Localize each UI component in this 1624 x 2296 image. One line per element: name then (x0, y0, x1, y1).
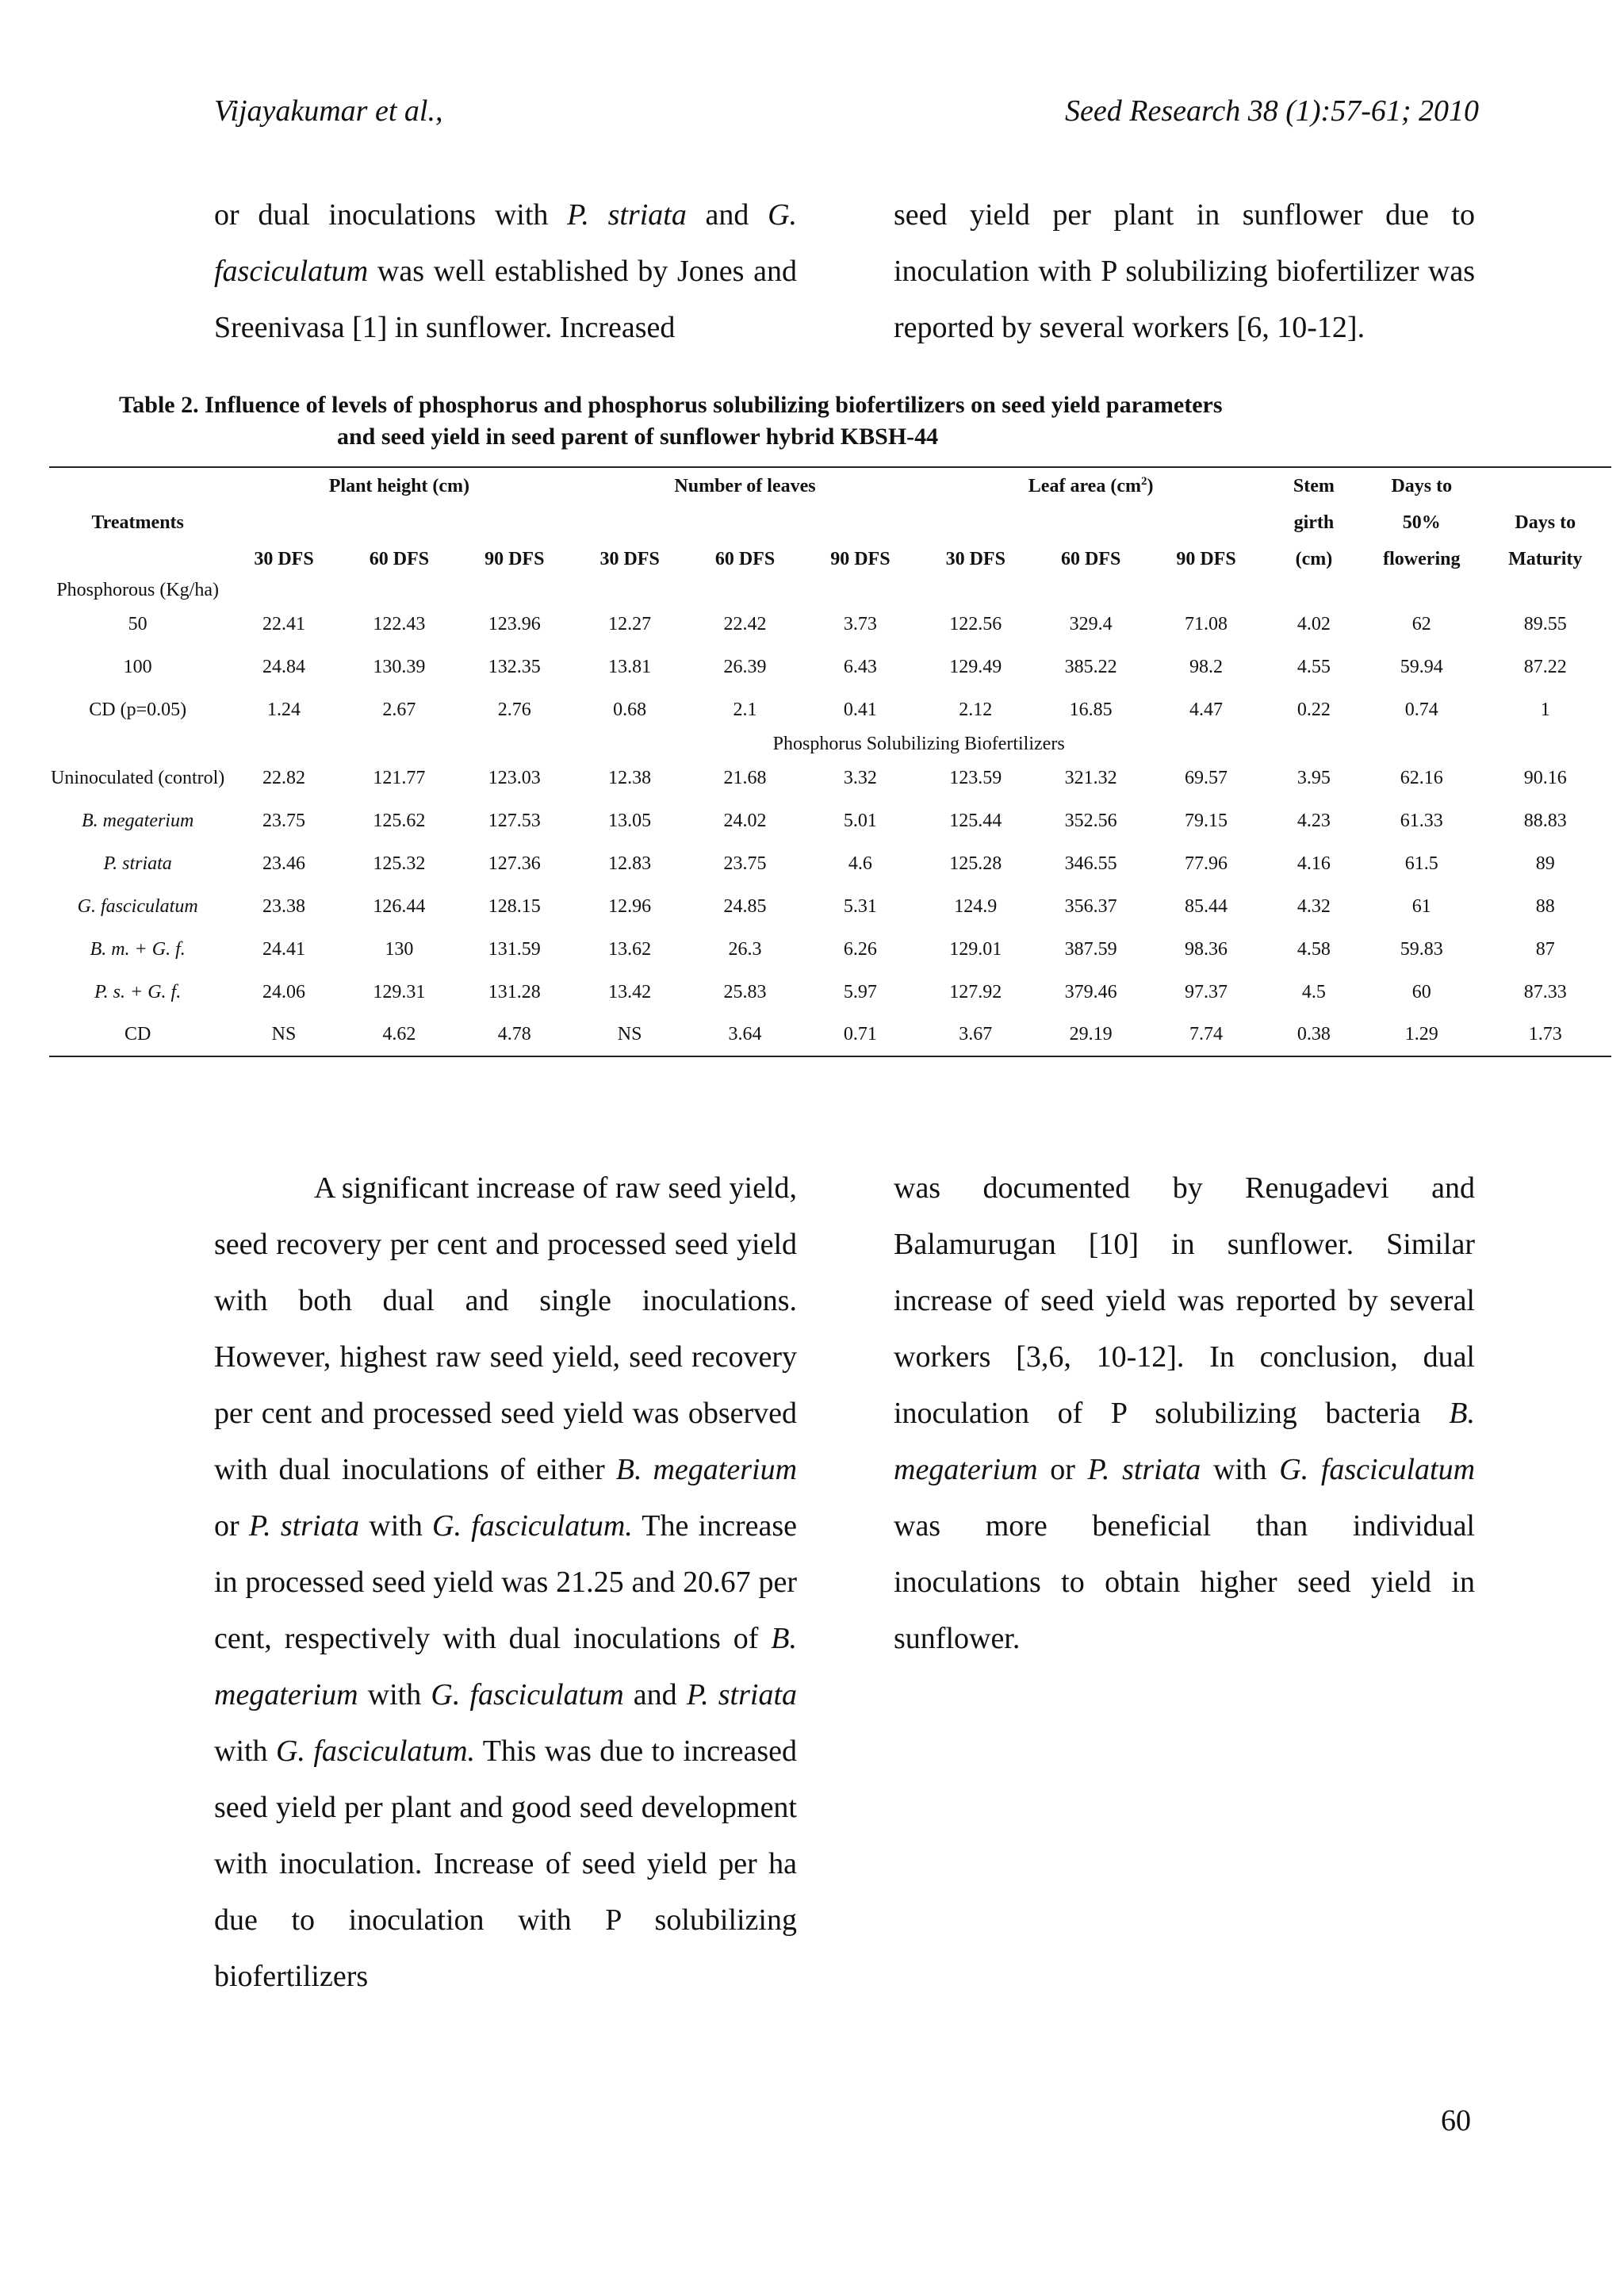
header-blank-2 (1479, 467, 1611, 504)
section-row (49, 731, 1611, 757)
treatment-label: 100 (123, 656, 152, 677)
header-stem-3: (cm) (1295, 548, 1333, 569)
table-cell: 0.41 (843, 699, 877, 720)
table-cell: 4.47 (1189, 699, 1224, 720)
table-cell: 62.16 (1400, 767, 1443, 788)
table-cell: 22.41 (262, 613, 306, 634)
table-cell: NS (271, 1024, 297, 1045)
table-cell: 21.68 (723, 767, 767, 788)
top-left-text: or dual inoculations with P. striata and G. fasciculatum was well established by Jones and Sreenivasa [1] in sunflower. Increased (214, 198, 798, 344)
table-cell: 4.78 (497, 1024, 531, 1045)
running-header-authors: Vijayakumar et al., (214, 94, 443, 128)
table-cell: 356.37 (1064, 895, 1117, 917)
top-left-paragraph (214, 187, 797, 356)
table-cell: 87.33 (1523, 981, 1567, 1002)
table-cell: 24.06 (262, 981, 306, 1002)
table-cell: 61 (1411, 895, 1431, 917)
table-cell: 16.85 (1069, 699, 1113, 720)
table-cell: 97.37 (1185, 981, 1228, 1002)
subheader-cell: 90 DFS (485, 548, 545, 569)
table-cell: 90.16 (1523, 767, 1567, 788)
table-cell: 87 (1535, 938, 1555, 960)
subheader-cell: 30 DFS (945, 548, 1005, 569)
header-days50-1: Days to (1391, 475, 1453, 496)
table-cell: 4.55 (1297, 656, 1331, 677)
treatment-label: P. striata (103, 853, 172, 874)
page-number: 60 (1441, 2104, 1471, 2137)
table-cell: 22.82 (262, 767, 306, 788)
table-cell: 122.56 (949, 613, 1002, 634)
table-cell: 3.73 (843, 613, 877, 634)
subheader-cell: 90 DFS (830, 548, 891, 569)
table-cell: 4.23 (1297, 810, 1331, 831)
table-row (49, 842, 1611, 885)
table-cell: 77.96 (1185, 853, 1228, 874)
table-cell: 129.49 (949, 656, 1002, 677)
table-cell: 0.71 (843, 1024, 877, 1045)
table-cell: 130 (385, 938, 414, 960)
table-cell: 125.28 (949, 853, 1002, 874)
table-cell: 329.4 (1069, 613, 1113, 634)
table-cell: 62 (1411, 613, 1431, 634)
header-number-of-leaves: Number of leaves (674, 475, 816, 496)
table-cell: 123.59 (949, 767, 1002, 788)
bottom-right-paragraph (894, 1160, 1475, 1667)
table-cell: 23.75 (723, 853, 767, 874)
table-cell: 1 (1540, 699, 1550, 720)
results-table (49, 466, 1611, 1057)
header-stem-1: Stem (1293, 475, 1335, 496)
table-cell: 12.96 (608, 895, 652, 917)
table-cell: 26.3 (728, 938, 762, 960)
section-biofertilizers: Phosphorus Solubilizing Biofertilizers (772, 733, 1065, 754)
treatment-label: B. megaterium (82, 810, 194, 831)
table-cell: 24.84 (262, 656, 306, 677)
table-row (49, 885, 1611, 928)
table-row (49, 799, 1611, 842)
header-maturity-2: Maturity (1508, 548, 1583, 569)
table-cell: 123.96 (488, 613, 541, 634)
table-cell: 89 (1535, 853, 1555, 874)
table-cell: 0.38 (1297, 1024, 1331, 1045)
table-cell: 3.67 (959, 1024, 993, 1045)
table-cell: 4.16 (1297, 853, 1331, 874)
table-row (49, 688, 1611, 731)
table-cell: 69.57 (1185, 767, 1228, 788)
running-header-journal: Seed Research 38 (1):57-61; 2010 (1065, 94, 1479, 128)
table-cell: 26.39 (723, 656, 767, 677)
table-caption-line2: and seed yield in seed parent of sunflower hybrid KBSH-44 (337, 424, 939, 450)
table-cell: NS (617, 1024, 642, 1045)
table-cell: 25.83 (723, 981, 767, 1002)
table-cell: 125.62 (373, 810, 426, 831)
table-cell: 4.32 (1297, 895, 1331, 917)
table-cell: 59.94 (1400, 656, 1443, 677)
table-cell: 2.1 (733, 699, 757, 720)
table-cell: 22.42 (723, 613, 767, 634)
table-cell: 13.05 (608, 810, 652, 831)
subheader-cell: 60 DFS (714, 548, 776, 569)
table-cell: 1.73 (1528, 1024, 1562, 1045)
table-cell: 24.41 (262, 938, 306, 960)
table-cell: 129.01 (949, 938, 1002, 960)
table-cell: 88 (1535, 895, 1555, 917)
table-cell: 4.58 (1297, 938, 1331, 960)
table-row (49, 971, 1611, 1014)
table-cell: 126.44 (373, 895, 426, 917)
table-cell: 125.44 (949, 810, 1002, 831)
table-cell: 61.5 (1404, 853, 1438, 874)
treatment-label: G. fasciculatum (77, 895, 198, 917)
table-caption-line1: Table 2. Influence of levels of phosphorus and phosphorus solubilizing biofertilizers on seed yield parameters (119, 392, 1223, 418)
treatment-label: CD (124, 1024, 151, 1045)
table-cell: 122.43 (373, 613, 426, 634)
table-cell: 0.22 (1297, 699, 1331, 720)
treatment-label: Uninoculated (control) (51, 767, 225, 788)
table-cell: 132.35 (488, 656, 541, 677)
table-cell: 98.36 (1185, 938, 1228, 960)
table-cell: 60 (1411, 981, 1431, 1002)
table-cell: 29.19 (1069, 1024, 1113, 1045)
table-cell: 128.15 (488, 895, 541, 917)
table-cell: 12.38 (608, 767, 652, 788)
table-row (49, 646, 1611, 688)
header-days50-3: flowering (1383, 548, 1461, 569)
top-right-text: seed yield per plant in sunflower due to inoculation with P solubilizing biofertilizer was reported by several workers [6, 10-12]. (894, 198, 1475, 344)
top-right-paragraph (894, 187, 1475, 356)
table-row (49, 1014, 1611, 1056)
table-cell: 129.31 (373, 981, 426, 1002)
table-cell: 379.46 (1064, 981, 1117, 1002)
table-cell: 71.08 (1185, 613, 1228, 634)
table-cell: 79.15 (1185, 810, 1228, 831)
bottom-left-paragraph (214, 1160, 797, 2005)
table-cell: 131.28 (488, 981, 541, 1002)
table-cell: 127.92 (949, 981, 1002, 1002)
header-maturity-1: Days to (1515, 512, 1576, 533)
table-cell: 13.62 (608, 938, 652, 960)
table-cell: 23.38 (262, 895, 306, 917)
header-plant-height: Plant height (cm) (328, 475, 470, 496)
treatment-label: CD (p=0.05) (89, 699, 187, 720)
table-caption (119, 389, 1507, 453)
table-cell: 4.02 (1297, 613, 1331, 634)
table-cell: 5.31 (843, 895, 877, 917)
table-cell: 5.01 (843, 810, 877, 831)
subheader-row (49, 541, 1611, 577)
table-cell: 124.9 (954, 895, 998, 917)
table-cell: 13.42 (608, 981, 652, 1002)
subheader-cell: 30 DFS (599, 548, 660, 569)
header-stem-2: girth (1293, 512, 1335, 533)
table-cell: 1.29 (1404, 1024, 1438, 1045)
table-cell: 4.6 (848, 853, 872, 874)
table-cell: 0.68 (613, 699, 647, 720)
table-cell: 13.81 (608, 656, 652, 677)
table-cell: 346.55 (1064, 853, 1117, 874)
table-cell: 89.55 (1523, 613, 1567, 634)
table-cell: 6.26 (843, 938, 877, 960)
table-cell: 4.62 (382, 1024, 416, 1045)
table-cell: 3.32 (843, 767, 877, 788)
table-cell: 87.22 (1523, 656, 1567, 677)
table-cell: 98.2 (1189, 656, 1224, 677)
subheader-cell: 30 DFS (254, 548, 314, 569)
table-cell: 127.53 (488, 810, 541, 831)
table-cell: 2.12 (959, 699, 993, 720)
table-cell: 2.76 (497, 699, 531, 720)
table-cell: 352.56 (1064, 810, 1117, 831)
table-cell: 121.77 (373, 767, 426, 788)
table-cell: 23.75 (262, 810, 306, 831)
treatment-label: P. s. + G. f. (94, 981, 182, 1002)
table-cell: 5.97 (843, 981, 877, 1002)
bottom-left-text: A significant increase of raw seed yield, seed recovery per cent and processed seed yield with both dual and single inoculations. However, highest raw seed yield, seed recovery per cent and processed seed yield was observed with dual inoculations of either B. megaterium or P. striata with G. fasciculatum. The increase in processed seed yield was 21.25 and 20.67 per cent, respectively with dual inoculations of B. megaterium with G. fasciculatum and P. striata with G. fasciculatum. This was due to increased seed yield per plant and good seed development with inoculation. Increase of seed yield per ha due to inoculation with P solubilizing biofertilizers (214, 1171, 798, 1993)
table-cell: 385.22 (1064, 656, 1117, 677)
table-cell: 130.39 (373, 656, 426, 677)
table-cell: 387.59 (1064, 938, 1117, 960)
table-cell: 3.95 (1297, 767, 1331, 788)
table-cell: 1.24 (267, 699, 301, 720)
table-cell: 12.83 (608, 853, 652, 874)
table-cell: 61.33 (1400, 810, 1443, 831)
table-cell: 123.03 (488, 767, 541, 788)
treatment-label: 50 (128, 613, 147, 634)
table-cell: 3.64 (728, 1024, 762, 1045)
table-cell: 127.36 (488, 853, 541, 874)
section-phosphorous: Phosphorous (Kg/ha) (56, 579, 219, 600)
table-cell: 2.67 (382, 699, 416, 720)
treatment-label: B. m. + G. f. (90, 938, 186, 960)
header-blank (49, 467, 226, 504)
subheader-cell: 60 DFS (1060, 548, 1121, 569)
table-cell: 6.43 (843, 656, 877, 677)
table-row (49, 928, 1611, 971)
table-cell: 24.85 (723, 895, 767, 917)
table-cell: 23.46 (262, 853, 306, 874)
table-cell: 131.59 (488, 938, 541, 960)
table-row (49, 757, 1611, 799)
table-row (49, 603, 1611, 646)
table-cell: 4.5 (1301, 981, 1326, 1002)
table-cell: 0.74 (1404, 699, 1438, 720)
table-cell: 85.44 (1185, 895, 1228, 917)
bottom-right-text: was documented by Renugadevi and Balamurugan [10] in sunflower. Similar increase of seed yield was reported by several workers [3,6, 10-12]. In conclusion, dual inoculation of P solubilizing bacteria B. megaterium or P. striata with G. fasciculatum was more beneficial than individual inoculations to obtain higher seed yield in sunflower. (894, 1171, 1476, 1655)
table-cell: 88.83 (1523, 810, 1567, 831)
table-cell: 125.32 (373, 853, 426, 874)
table-cell: 321.32 (1064, 767, 1117, 788)
table-cell: 12.27 (608, 613, 652, 634)
subheader-cell: 90 DFS (1176, 548, 1236, 569)
header-days50-2: 50% (1402, 512, 1441, 533)
table-cell: 59.83 (1400, 938, 1443, 960)
subheader-cell: 60 DFS (369, 548, 430, 569)
table-cell: 7.74 (1189, 1024, 1224, 1045)
header-leaf-area: Leaf area $(cm^2)$ (1028, 475, 1154, 496)
table-cell: 24.02 (723, 810, 767, 831)
header-treatments: Treatments (91, 512, 184, 533)
